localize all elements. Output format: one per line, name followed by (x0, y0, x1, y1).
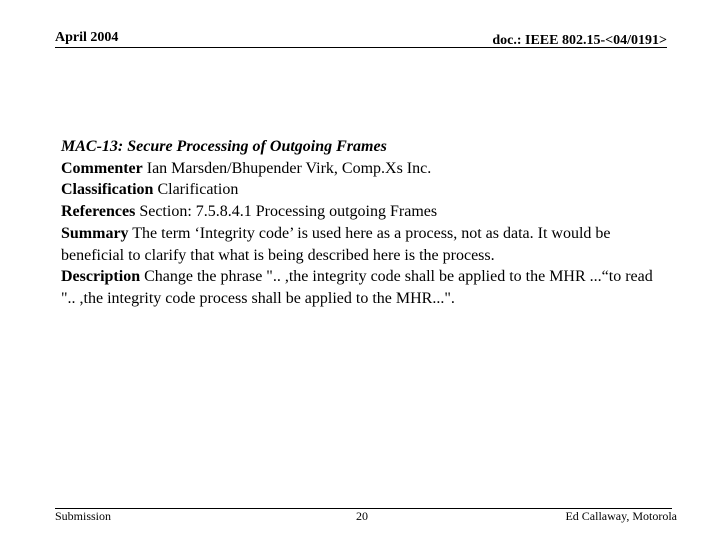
summary-line (61, 223, 671, 266)
footer-author: Ed Callaway, Motorola (565, 509, 677, 523)
commenter-label: Commenter (61, 159, 143, 177)
references-line (61, 201, 671, 223)
comment-body (61, 136, 671, 310)
header-date: April 2004 (55, 30, 119, 45)
references-label: References (61, 203, 136, 221)
commenter-line (61, 158, 671, 180)
footer-page-number: 20 (356, 509, 368, 523)
classification-line (61, 179, 671, 201)
description-line (61, 266, 671, 309)
comment-title: MAC-13: Secure Processing of Outgoing Frames (61, 138, 387, 155)
footer-submission: Submission (55, 509, 112, 523)
references-value: Section: 7.5.8.4.1 Processing outgoing Frames (139, 203, 438, 221)
summary-value: The term ‘Integrity code’ is used here as a process, not as data. It would be beneficial to clarify that what is being described here is the process. (61, 224, 611, 264)
description-label: Description (61, 268, 141, 286)
summary-label: Summary (61, 224, 129, 242)
commenter-value: Ian Marsden/Bhupender Virk, Comp.Xs Inc. (146, 159, 432, 177)
header-doc-id: doc.: IEEE 802.15-<04/0191> (492, 33, 667, 48)
classification-value: Clarification (157, 181, 239, 199)
classification-label: Classification (61, 181, 154, 199)
description-value: Change the phrase ".. ,the integrity code shall be applied to the MHR ...“to read ".. ,the integrity code process shall be applied to the MHR...". (61, 268, 653, 307)
header-divider (55, 47, 667, 48)
